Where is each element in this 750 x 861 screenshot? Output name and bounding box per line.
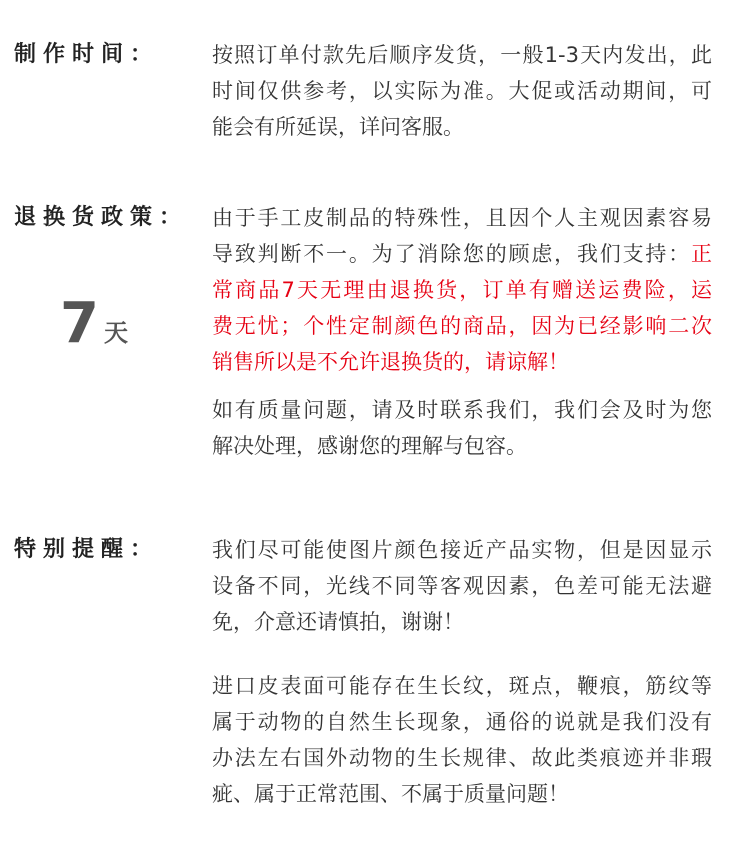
text-line: 属于动物的自然生长现象，通俗的说就是我们没有 (212, 710, 712, 734)
days-badge-number: 7 (60, 291, 99, 356)
special-reminder-paragraph-1 (212, 532, 712, 640)
production-time-text (212, 37, 712, 145)
text-segment: 由于手工皮制品的特殊性，且因个人主观因素容易 (212, 206, 712, 230)
text-line: 我们尽可能使图片颜色接近产品实物，但是因显示 (212, 538, 712, 562)
text-line: 能会有所延误，详问客服。 (212, 115, 464, 139)
text-line: 时间仅供参考，以实际为准。大促或活动期间，可 (212, 79, 712, 103)
text-line (212, 236, 712, 272)
special-reminder-label: 特别提醒： (14, 537, 160, 562)
highlight-line: 常商品7天无理由退换货，订单有赠送运费险，运 (212, 278, 712, 302)
text-line: 解决处理，感谢您的理解与包容。 (212, 434, 527, 458)
return-policy-paragraph-1 (212, 200, 712, 380)
text-line (212, 200, 712, 236)
production-time-label: 制作时间： (14, 42, 160, 67)
text-segment: 导致判断不一。为了消除您的顾虑，我们支持： (212, 242, 691, 266)
text-line: 免，介意还请慎拍，谢谢！ (212, 610, 464, 634)
days-badge-unit: 天 (104, 319, 128, 347)
return-policy-paragraph-2 (212, 392, 712, 464)
return-policy-label: 退换货政策： (14, 205, 189, 230)
highlight-segment: 正 (691, 242, 712, 266)
text-line: 进口皮表面可能存在生长纹，斑点，鞭痕，筋纹等 (212, 674, 712, 698)
highlight-line: 费无忧；个性定制颜色的商品，因为已经影响二次 (212, 314, 712, 338)
text-line: 办法左右国外动物的生长规律、故此类痕迹并非瑕 (212, 746, 712, 770)
highlight-line: 销售所以是不允许退换货的，请谅解！ (212, 350, 569, 374)
special-reminder-paragraph-2 (212, 668, 712, 812)
text-line: 如有质量问题，请及时联系我们，我们会及时为您 (212, 398, 712, 422)
text-line: 设备不同，光线不同等客观因素，色差可能无法避 (212, 574, 712, 598)
text-line: 按照订单付款先后顺序发货，一般1-3天内发出，此 (212, 43, 712, 67)
text-line: 疵、属于正常范围、不属于质量问题！ (212, 782, 569, 806)
